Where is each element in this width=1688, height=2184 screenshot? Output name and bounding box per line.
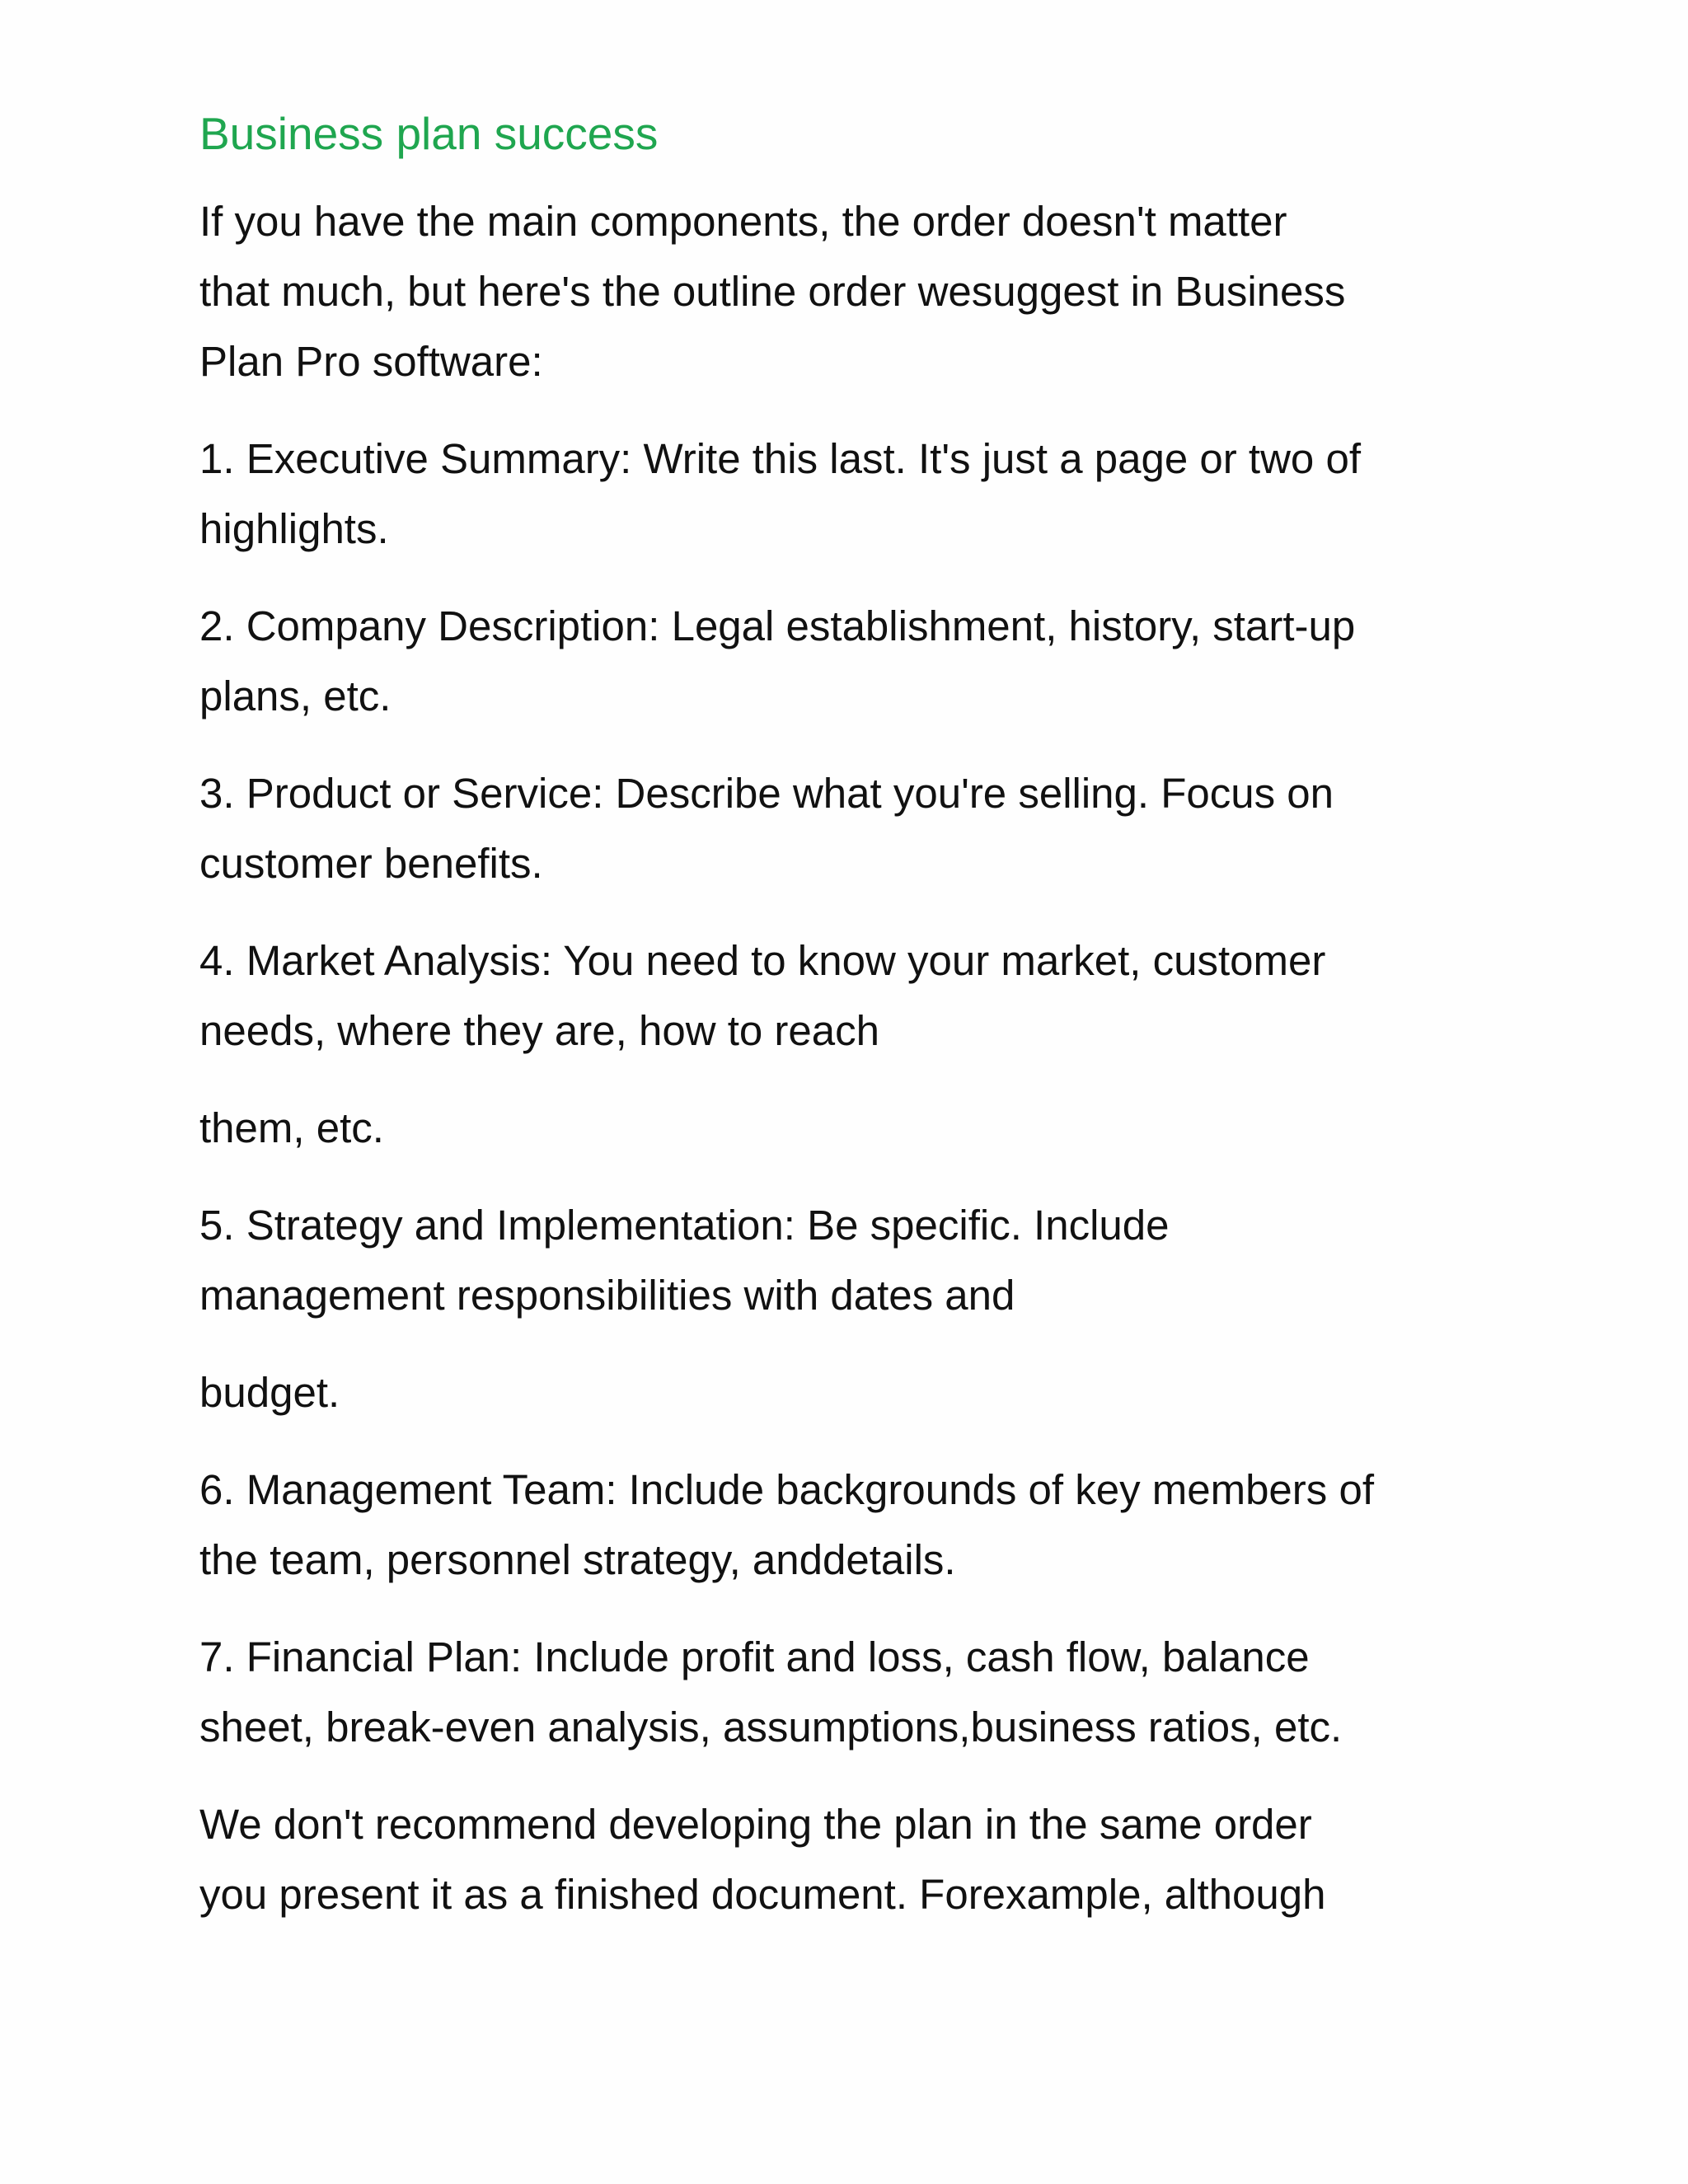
- document-title: Business plan success: [199, 108, 659, 159]
- text-line: budget.: [199, 1369, 340, 1416]
- text-line: you present it as a finished document. Forexample, although: [199, 1871, 1326, 1918]
- text-line: management responsibilities with dates and: [199, 1272, 1015, 1319]
- paragraph-market-analysis-cont: [199, 1093, 1518, 1163]
- text-line: plans, etc.: [199, 673, 392, 719]
- paragraph-financial-plan: [199, 1622, 1518, 1762]
- text-line: 3. Product or Service: Describe what you're selling. Focus on: [199, 770, 1334, 817]
- text-line: 5. Strategy and Implementation: Be specific. Include: [199, 1202, 1170, 1249]
- document-body: [199, 99, 1518, 1957]
- text-line: Plan Pro software:: [199, 338, 543, 385]
- paragraph-intro: [199, 186, 1518, 396]
- paragraph-company-description: [199, 591, 1518, 731]
- paragraph-market-analysis: [199, 926, 1518, 1066]
- text-line: We don't recommend developing the plan in the same order: [199, 1801, 1312, 1848]
- text-line: 7. Financial Plan: Include profit and loss, cash flow, balance: [199, 1633, 1310, 1680]
- text-line: 6. Management Team: Include backgrounds of key members of: [199, 1466, 1374, 1513]
- paragraph-strategy-implementation-cont: [199, 1357, 1518, 1427]
- paragraph-closing: [199, 1789, 1518, 1929]
- text-line: sheet, break-even analysis, assumptions,business ratios, etc.: [199, 1704, 1343, 1750]
- text-line: customer benefits.: [199, 840, 543, 887]
- paragraph-strategy-implementation: [199, 1190, 1518, 1330]
- paragraph-product-or-service: [199, 758, 1518, 898]
- text-line: 1. Executive Summary: Write this last. It's just a page or two of: [199, 435, 1361, 482]
- text-line: them, etc.: [199, 1104, 384, 1151]
- paragraph-executive-summary: [199, 424, 1518, 564]
- text-line: 4. Market Analysis: You need to know your market, customer: [199, 937, 1326, 984]
- text-line: that much, but here's the outline order wesuggest in Business: [199, 268, 1346, 315]
- text-line: 2. Company Description: Legal establishment, history, start-up: [199, 602, 1356, 649]
- text-line: If you have the main components, the order doesn't matter: [199, 198, 1287, 245]
- paragraph-management-team: [199, 1455, 1518, 1595]
- text-line: the team, personnel strategy, anddetails.: [199, 1536, 956, 1583]
- text-line: highlights.: [199, 505, 389, 552]
- text-line: needs, where they are, how to reach: [199, 1007, 879, 1054]
